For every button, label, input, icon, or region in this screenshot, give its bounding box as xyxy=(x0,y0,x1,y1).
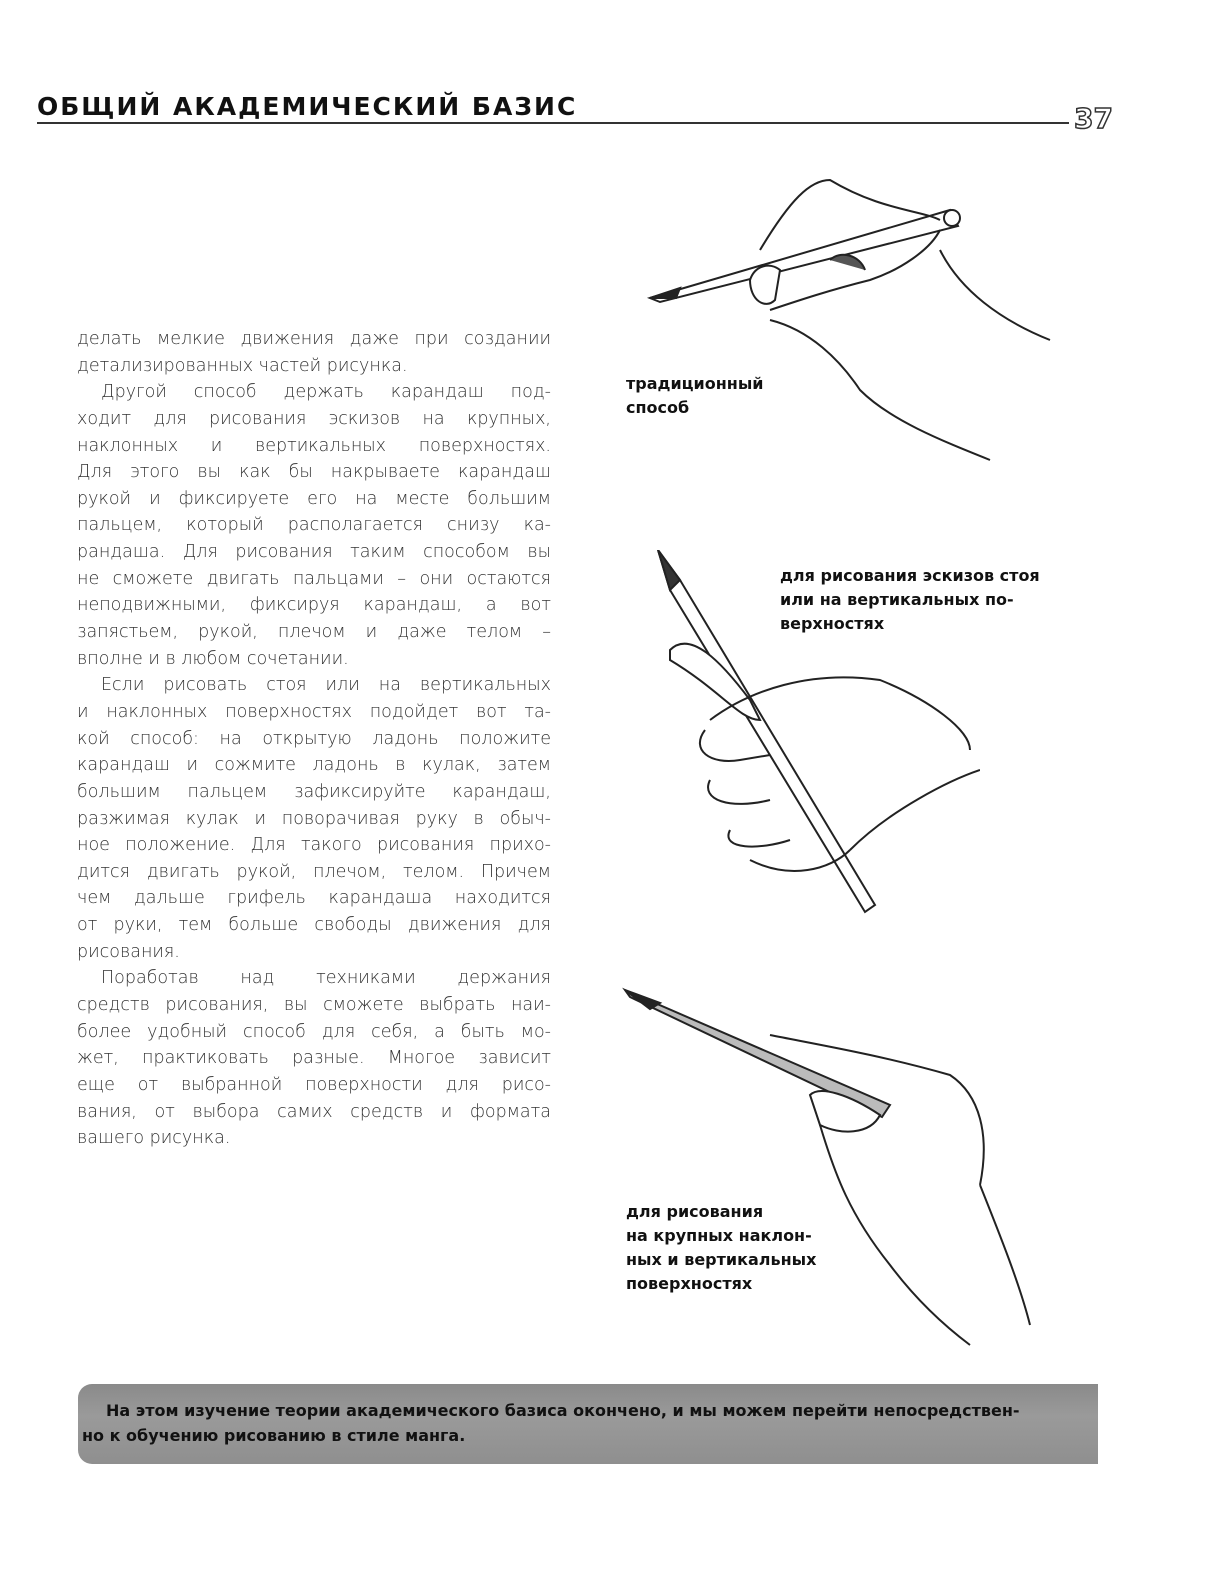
page-number: 37 xyxy=(1074,102,1113,135)
body-text-line: дится двигать рукой, плечом, телом. Причем xyxy=(77,861,551,882)
body-text-line: средств рисования, вы сможете выбрать наи- xyxy=(77,995,551,1016)
body-text-line: чем дальше грифель карандаша находится xyxy=(77,888,551,909)
body-text-line: Если рисовать стоя или на вертикальных xyxy=(101,675,551,696)
body-text-line: запястьем, рукой, плечом и даже телом – xyxy=(77,622,551,643)
body-text-line: рандаша. Для рисования таким способом вы xyxy=(77,542,551,563)
body-text-line: неподвижными, фиксируя карандаш, а вот xyxy=(77,595,551,616)
caption-line: верхностях xyxy=(780,614,885,633)
caption-large-surfaces xyxy=(626,1200,816,1296)
body-text-line: большим пальцем зафиксируйте карандаш, xyxy=(77,781,551,802)
caption-line: традиционный xyxy=(626,374,764,393)
body-text-line: карандаш и сожмите ладонь в кулак, затем xyxy=(77,755,551,776)
caption-traditional xyxy=(626,372,764,420)
banner-line: На этом изучение теории академического базиса окончено, и мы можем перейти непосредствен- xyxy=(106,1401,1020,1420)
caption-line: для рисования эскизов стоя xyxy=(780,566,1040,585)
body-text-line: рукой и фиксируете его на месте большим xyxy=(77,488,551,509)
body-text-line: Поработав над техниками держания xyxy=(101,968,551,989)
caption-line: ных и вертикальных xyxy=(626,1250,817,1269)
body-text-line: детализированных частей рисунка. xyxy=(77,355,408,376)
banner-text xyxy=(78,1398,1063,1448)
body-text-line: разжимая кулак и поворачивая руку в обыч- xyxy=(77,808,551,829)
body-text-line: Для этого вы как бы накрываете карандаш xyxy=(77,462,551,483)
caption-line: поверхностях xyxy=(626,1274,753,1293)
hand-traditional-grip-illustration xyxy=(640,170,1060,470)
body-text xyxy=(77,326,551,1152)
caption-line: для рисования xyxy=(626,1202,764,1221)
body-text-line: Другой способ держать карандаш под- xyxy=(101,382,551,403)
page-header-title: ОБЩИЙ АКАДЕМИЧЕСКИЙ БАЗИС xyxy=(37,92,578,121)
body-text-line: вполне и в любом сочетании. xyxy=(77,648,349,669)
conclusion-banner xyxy=(78,1384,1098,1464)
body-text-line: от руки, тем больше свободы движения для xyxy=(77,915,551,936)
body-text-line: наклонных и вертикальных поверхностях. xyxy=(77,435,551,456)
banner-line: но к обучению рисованию в стиле манга. xyxy=(82,1426,466,1445)
hand-large-surface-grip-illustration xyxy=(620,985,1040,1355)
body-text-line: не сможете двигать пальцами – они остаются xyxy=(77,568,551,589)
caption-line: способ xyxy=(626,398,690,417)
body-text-line: и наклонных поверхностях подойдет вот та- xyxy=(77,701,551,722)
body-text-line: жет, практиковать разные. Многое зависит xyxy=(77,1048,551,1069)
body-text-line: еще от выбранной поверхности для рисо- xyxy=(77,1074,551,1095)
caption-line: или на вертикальных по- xyxy=(780,590,1014,609)
body-text-line: более удобный способ для себя, а быть мо- xyxy=(77,1021,551,1042)
header-rule xyxy=(37,122,1069,124)
body-text-line: ное положение. Для такого рисования прихо- xyxy=(77,835,551,856)
body-text-line: вашего рисунка. xyxy=(77,1128,231,1149)
caption-line: на крупных наклон- xyxy=(626,1226,812,1245)
body-text-line: пальцем, который располагается снизу ка- xyxy=(77,515,551,536)
body-text-line: делать мелкие движения даже при создании xyxy=(77,329,551,349)
body-text-line: ходит для рисования эскизов на крупных, xyxy=(77,408,551,429)
body-text-line: кой способ: на открытую ладонь положите xyxy=(77,728,551,749)
body-text-line: вания, от выбора самих средств и формата xyxy=(77,1101,551,1122)
body-text-line: рисования. xyxy=(77,941,180,962)
caption-standing xyxy=(780,564,1040,636)
